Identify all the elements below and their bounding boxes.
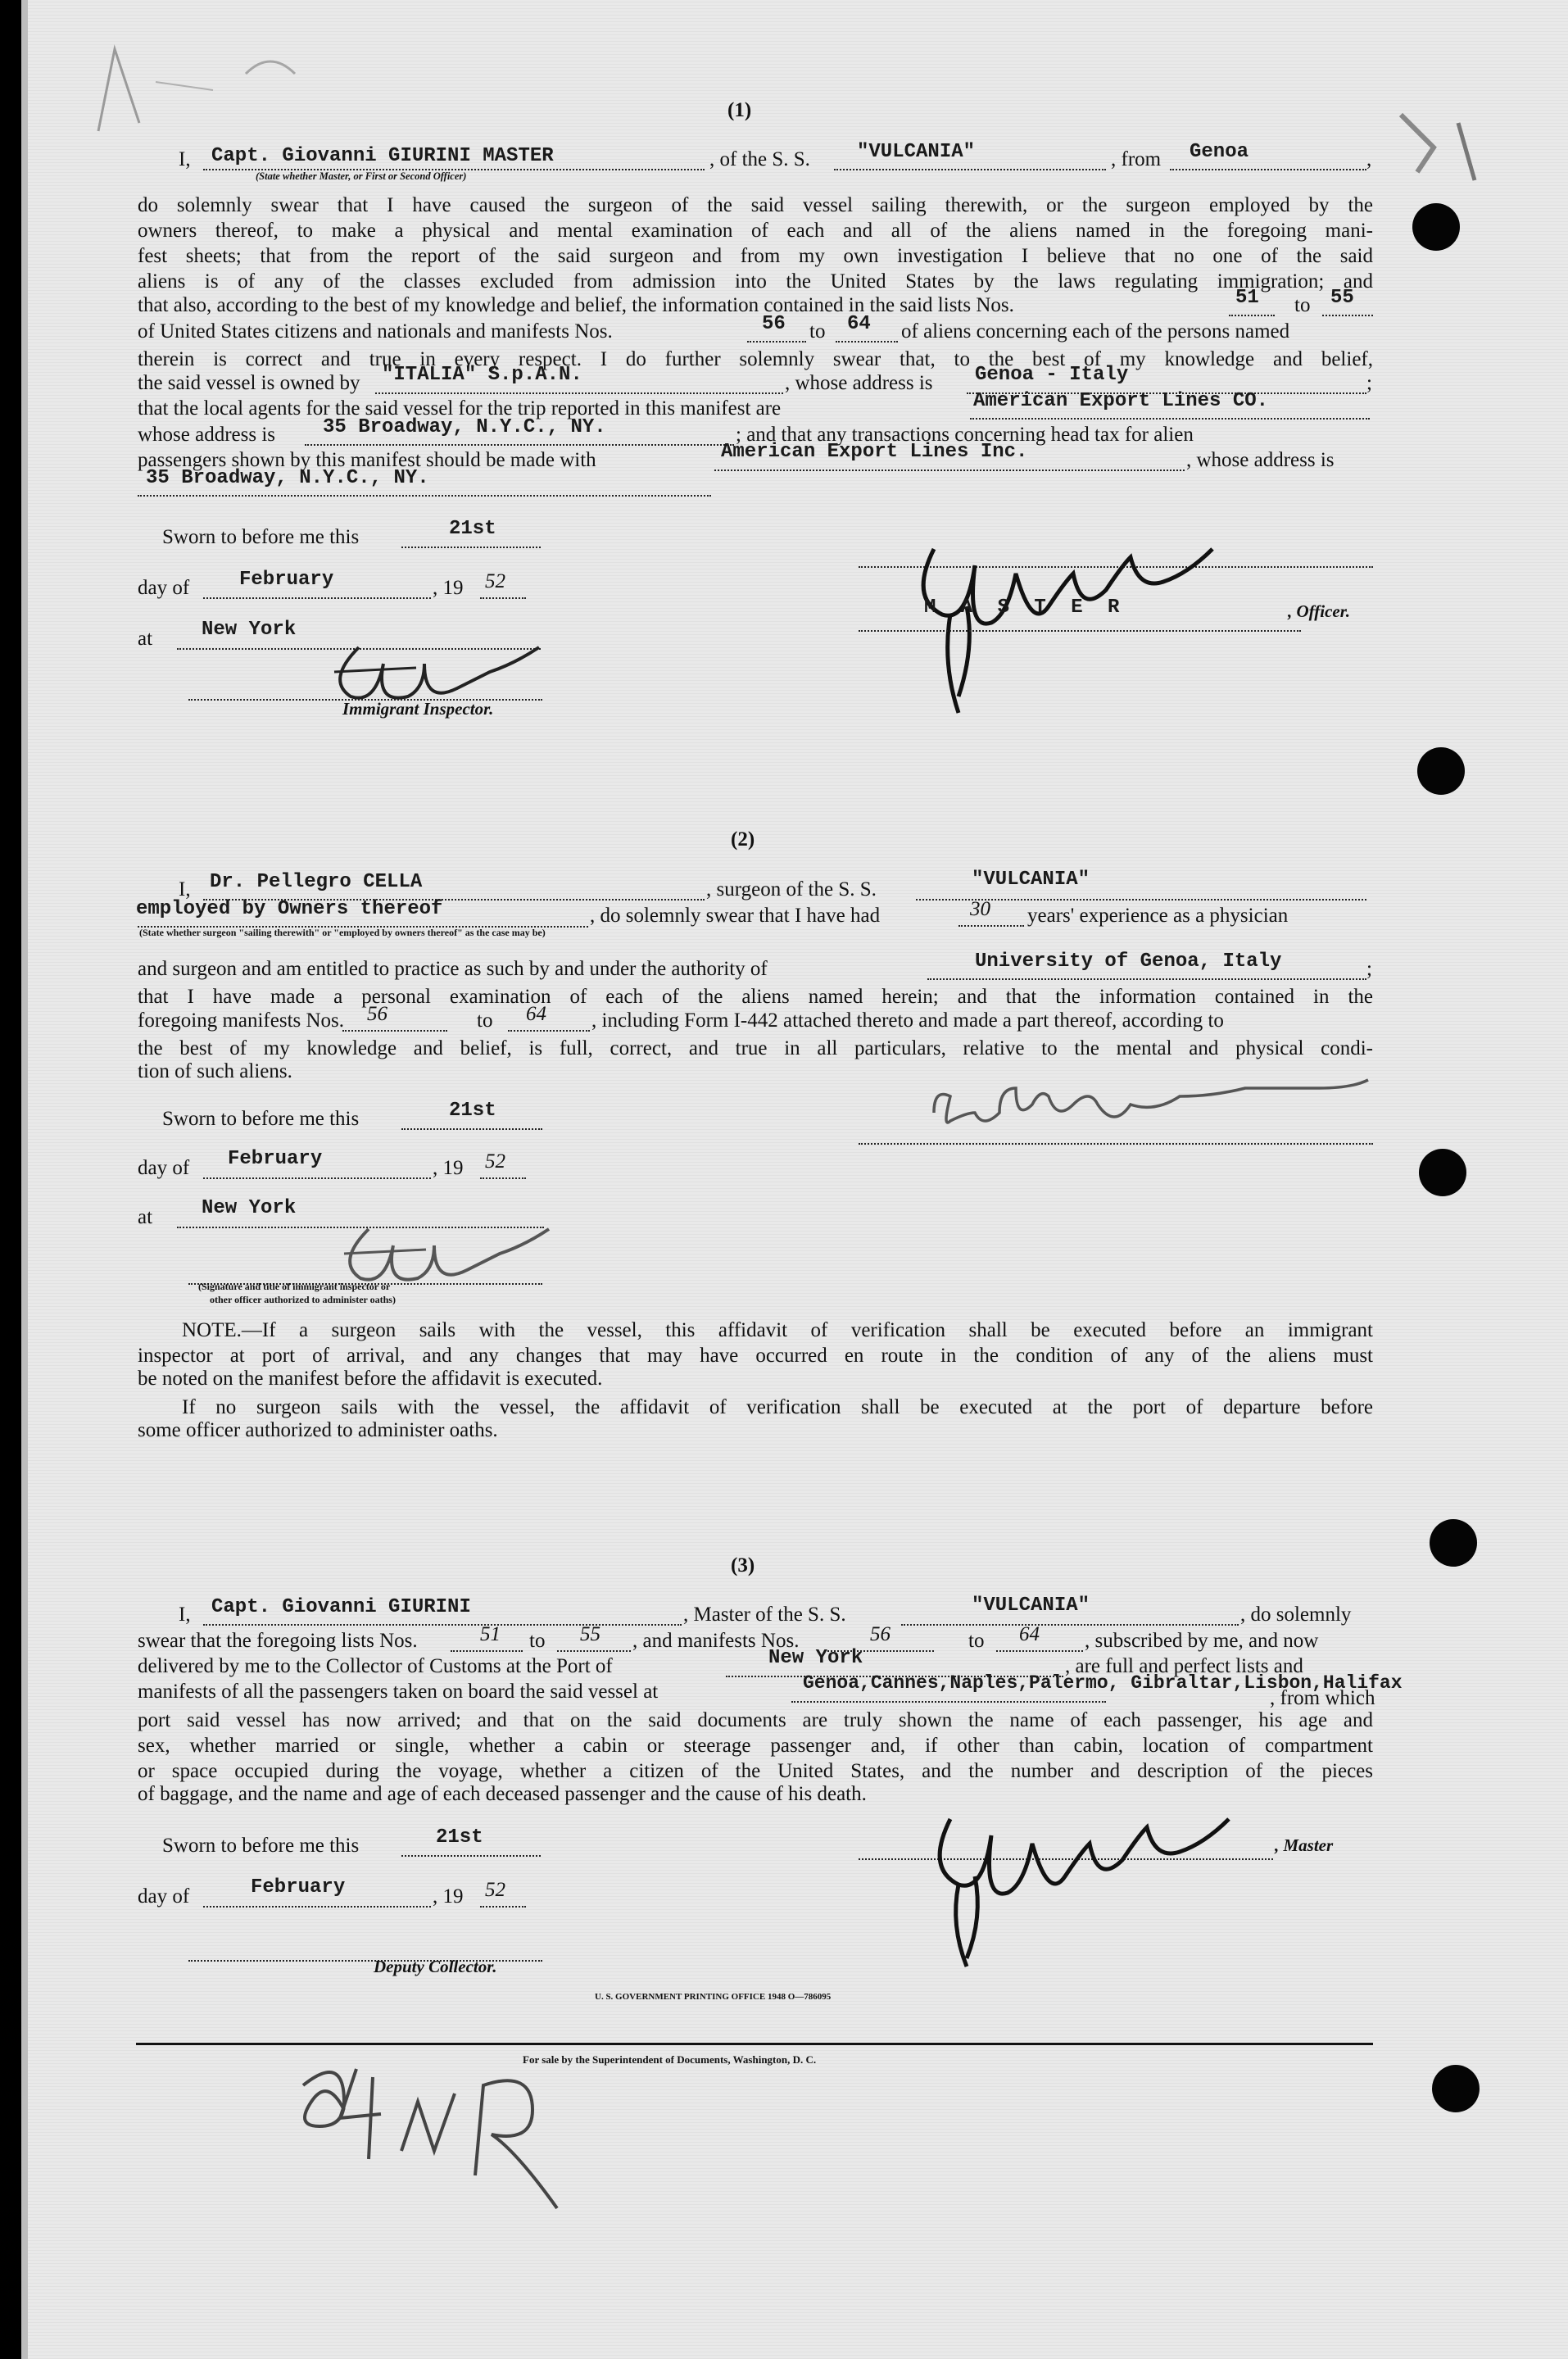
from-label: , from <box>1111 148 1162 170</box>
inspector-signature <box>310 631 572 721</box>
year-prefix: , 19 <box>433 577 464 599</box>
year: 52 <box>485 570 505 592</box>
section-number: (1) <box>727 99 752 121</box>
sworn-day: 21st <box>436 1826 483 1849</box>
body-line: do solemnly swear that I have caused the surgeon of the said vessel sailing therewith, or the surgeon employed by the <box>138 194 1373 216</box>
rank-caption: (State whether Master, or First or Second Officer) <box>256 170 467 182</box>
body-line: port said vessel has now arrived; and that on the said documents are truly shown the name of each passenger, his age and <box>138 1709 1373 1731</box>
body-line: that also, according to the best of my knowledge and belief, the information contained in the said lists Nos. <box>138 294 1014 316</box>
body-line: or space occupied during the voyage, whether a citizen of the United States, and the number and description of the pieces <box>138 1760 1373 1782</box>
body-line: tion of such aliens. <box>138 1060 292 1082</box>
bleed-through-marks <box>82 33 328 147</box>
note-line: some officer authorized to administer oaths. <box>138 1419 498 1441</box>
ship-name: "VULCANIA" <box>972 1595 1090 1617</box>
deputy-caption: Deputy Collector. <box>374 1957 497 1976</box>
ship-name: "VULCANIA" <box>857 141 976 163</box>
ship-name: "VULCANIA" <box>972 869 1090 891</box>
year: 52 <box>485 1879 505 1901</box>
punch-hole <box>1430 1519 1477 1567</box>
owner: "ITALIA" S.p.A.N. <box>382 364 582 386</box>
manifests-from-blank <box>342 1009 447 1032</box>
master-signature <box>909 1786 1270 1975</box>
sworn-label: Sworn to before me this <box>162 1835 360 1857</box>
manifests-to-blank <box>508 1009 590 1032</box>
delivered-label: delivered by me to the Collector of Customs at the Port of <box>138 1655 613 1677</box>
body-line: that I have made a personal examination of each of the aliens named herein; and that the information contained in the <box>138 986 1373 1008</box>
semicolon: ; <box>1366 372 1372 394</box>
signature-caption: (Signature and title of immigrant inspector or <box>198 1281 391 1292</box>
pronoun: I, <box>179 148 191 170</box>
section-number: (2) <box>731 828 755 851</box>
handwritten-note <box>295 2053 623 2216</box>
body-line: of aliens concerning each of the persons named <box>901 320 1290 343</box>
surgeon-of-label: , surgeon of the S. S. <box>706 878 877 901</box>
master-name: Capt. Giovanni GIURINI <box>211 1596 471 1618</box>
body-line: of United States citizens and nationals and manifests Nos. <box>138 320 613 343</box>
semicolon: ; <box>1366 958 1372 980</box>
body-line: the best of my knowledge and belief, is full, correct, and true in all particulars, relative to the mental and physical condi- <box>138 1037 1373 1059</box>
inspector-caption: Immigrant Inspector. <box>342 699 494 719</box>
and-manifests-label: , and manifests Nos. <box>632 1630 800 1652</box>
corner-mark <box>1384 90 1499 205</box>
pronoun: I, <box>179 878 191 901</box>
note-line: be noted on the manifest before the affidavit is executed. <box>138 1368 603 1390</box>
page-edge <box>21 0 28 2359</box>
body-line: therein is correct and true in every respect. I do further solemnly swear that, to the best of my knowledge and belief, <box>138 348 1373 370</box>
place: New York <box>202 619 297 641</box>
swear-label: swear that the foregoing lists Nos. <box>138 1630 418 1652</box>
agents-label: that the local agents for the said vessel for the trip reported in this manifest are <box>138 397 782 420</box>
officer-caption: , Officer. <box>1288 601 1351 621</box>
sale-notice: For sale by the Superintendent of Documents, Washington, D. C. <box>523 2053 817 2066</box>
tax-address-label: , whose address is <box>1186 449 1335 471</box>
punch-hole <box>1432 2065 1480 2112</box>
manifests-from: 56 <box>762 313 786 335</box>
body-line: , including Form I-442 attached thereto and made a part thereof, according to <box>591 1009 1224 1032</box>
month: February <box>251 1876 346 1899</box>
years: 30 <box>970 898 990 920</box>
employment-caption: (State whether surgeon "sailing therewith" or "employed by owners thereof" as the case may be) <box>139 927 546 938</box>
authority: University of Genoa, Italy <box>975 950 1282 973</box>
month: February <box>228 1148 323 1170</box>
full-label: , are full and perfect lists and <box>1065 1655 1303 1677</box>
year-prefix: , 19 <box>433 1885 464 1908</box>
officer-title: M A S T E R <box>924 597 1126 619</box>
body-line: sex, whether married or single, whether a cabin or steerage passenger and, if other than cabin, location of compartment <box>138 1735 1373 1757</box>
scan-border <box>0 0 21 2359</box>
surgeon-name: Dr. Pellegro CELLA <box>210 871 423 893</box>
practice-label: and surgeon and am entitled to practice as such by and under the authority of <box>138 958 768 980</box>
body-line: owners thereof, to make a physical and mental examination of each and all of the aliens named in the foregoing mani- <box>138 220 1373 242</box>
tax-agent: American Export Lines Inc. <box>721 441 1028 463</box>
to-label: to <box>1294 294 1311 316</box>
to-label: to <box>968 1630 985 1652</box>
agents-address-label: whose address is <box>138 424 276 446</box>
punch-hole <box>1419 1149 1466 1196</box>
note-line: inspector at port of arrival, and any changes that may have occurred en route in the condition of any of the aliens must <box>138 1345 1373 1367</box>
lists-from: 51 <box>1235 287 1259 309</box>
year-prefix: , 19 <box>433 1157 464 1179</box>
manifests-from: 56 <box>367 1003 387 1025</box>
manifests-from: 56 <box>870 1623 890 1645</box>
body-line: aliens is of any of the classes excluded from admission into the United States by the laws regulating immigration; and <box>138 270 1373 293</box>
to-label: to <box>529 1630 546 1652</box>
passengers-label: passengers shown by this manifest should be made with <box>138 449 596 471</box>
port: New York <box>768 1647 863 1669</box>
years-blank <box>958 904 1024 927</box>
manifests-to: 64 <box>847 313 871 335</box>
owned-by-label: the said vessel is owned by <box>138 372 360 394</box>
master-of-label: , Master of the S. S. <box>683 1604 846 1626</box>
surgeon-signature <box>926 1080 1384 1137</box>
agents: American Export Lines CO. <box>973 390 1269 412</box>
foregoing-label: foregoing manifests Nos. <box>138 1009 345 1032</box>
manifests-to: 64 <box>1019 1623 1040 1645</box>
master-name: Capt. Giovanni GIURINI MASTER <box>211 145 554 167</box>
punch-hole <box>1417 747 1465 795</box>
at-label: at <box>138 628 153 650</box>
manifests-to: 64 <box>526 1003 546 1025</box>
note-line: NOTE.—If a surgeon sails with the vessel, this affidavit of verification shall be executed before an immigrant <box>182 1319 1373 1341</box>
to-label: to <box>809 320 826 343</box>
footer-rule <box>136 2043 1373 2045</box>
employment: employed by Owners thereof <box>136 898 443 920</box>
years-label: years' experience as a physician <box>1027 905 1289 927</box>
sworn-label: Sworn to before me this <box>162 526 360 548</box>
master-caption: , Master <box>1275 1835 1334 1855</box>
sworn-label: Sworn to before me this <box>162 1108 360 1130</box>
whose-address-label: , whose address is <box>785 372 933 394</box>
solemnly-label: , do solemnly <box>1240 1604 1352 1626</box>
owner-address: Genoa - Italy <box>975 364 1129 386</box>
place: New York <box>202 1197 297 1219</box>
day-of-label: day of <box>138 1157 190 1179</box>
year: 52 <box>485 1150 505 1173</box>
pronoun: I, <box>179 1604 191 1626</box>
sworn-day: 21st <box>449 1100 496 1122</box>
swear-label: , do solemnly swear that I have had <box>590 905 881 927</box>
at-label: at <box>138 1206 153 1228</box>
note-line: If no surgeon sails with the vessel, the affidavit of verification shall be executed at the port of departure before <box>182 1396 1373 1418</box>
subscribed-label: , subscribed by me, and now <box>1085 1630 1319 1652</box>
manifests-all-label: manifests of all the passengers taken on board the said vessel at <box>138 1681 659 1703</box>
manifests-to-blank <box>996 1629 1083 1652</box>
lists-to: 55 <box>1330 287 1354 309</box>
day-of-label: day of <box>138 1885 190 1908</box>
sworn-day: 21st <box>449 518 496 540</box>
gpo-imprint: U. S. GOVERNMENT PRINTING OFFICE 1948 O—786095 <box>595 1992 832 2002</box>
tax-address: 35 Broadway, N.Y.C., NY. <box>146 467 429 489</box>
day-of-label: day of <box>138 577 190 599</box>
from-which-label: , from which <box>1270 1687 1375 1709</box>
agents-address: 35 Broadway, N.Y.C., NY. <box>323 416 606 438</box>
to-label: to <box>477 1009 493 1032</box>
section-number: (3) <box>731 1554 755 1576</box>
body-line: of baggage, and the name and age of each deceased passenger and the cause of his death. <box>138 1783 867 1805</box>
of-ss-label: , of the S. S. <box>709 148 810 170</box>
body-line: fest sheets; that from the report of the said surgeon and from my own investigation I believe that no one of the said <box>138 245 1373 267</box>
comma: , <box>1366 148 1372 170</box>
lists-from: 51 <box>480 1623 501 1645</box>
month: February <box>239 569 334 591</box>
body-line: ; and that any transactions concerning head tax for alien <box>736 424 1194 446</box>
punch-hole <box>1412 203 1460 251</box>
ports-of-call: Genoa,Cannes,Naples,Palermo, Gibraltar,Lisbon,Halifax <box>803 1672 1403 1694</box>
from-port: Genoa <box>1190 141 1249 163</box>
lists-to: 55 <box>580 1623 600 1645</box>
signature-caption: other officer authorized to administer oaths) <box>210 1294 396 1305</box>
